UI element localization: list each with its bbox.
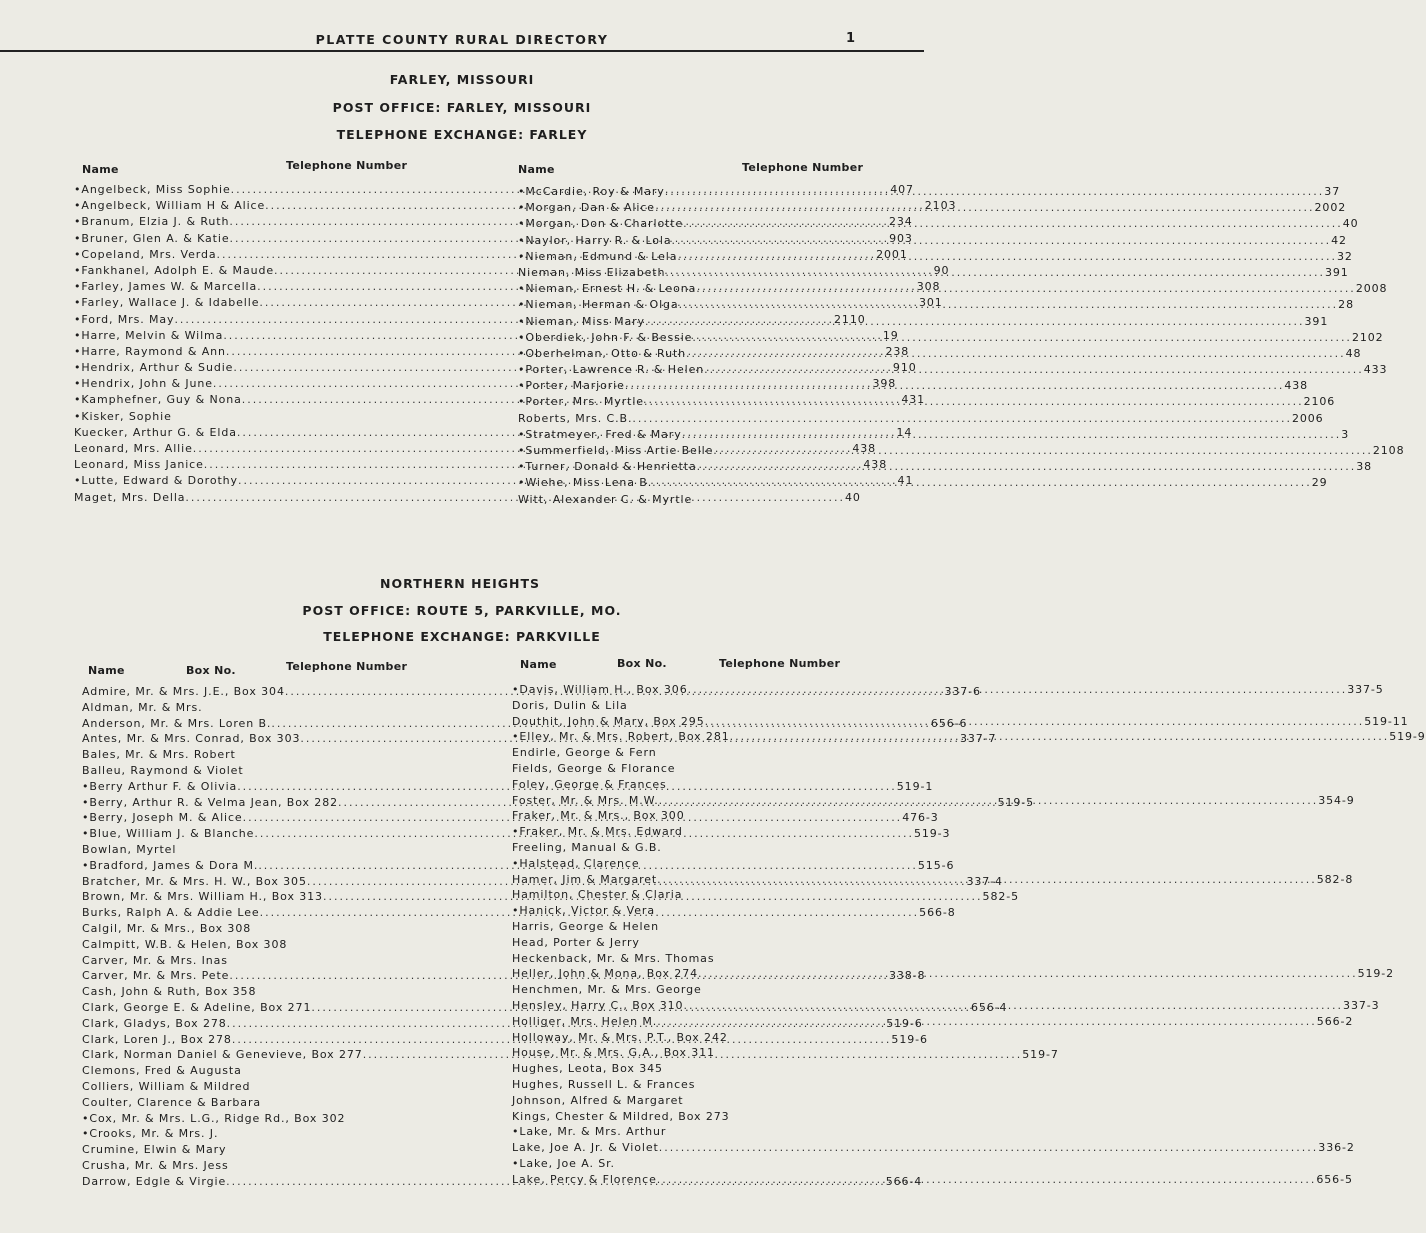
entry-telephone: 910 [892, 361, 917, 375]
entry-telephone: 519-9 [1389, 730, 1426, 744]
dot-leader [652, 475, 1312, 491]
dot-leader [685, 808, 864, 824]
directory-entry [512, 951, 864, 967]
entry-name: •Harre, Melvin & Wilma [74, 328, 224, 342]
dot-leader [242, 1063, 404, 1079]
dot-leader [203, 700, 405, 716]
entry-telephone: 337-3 [1343, 998, 1380, 1012]
entry-telephone: 3 [1341, 427, 1350, 441]
directory-entry [512, 808, 864, 824]
farley-right-header-name: Name [518, 163, 555, 176]
entry-telephone: 2106 [1303, 395, 1336, 409]
entry-telephone: 338-8 [888, 969, 926, 983]
entry-name: •Nieman, Ernest H. & Leona [518, 282, 697, 296]
entry-telephone: 2103 [924, 199, 957, 213]
entry-telephone: 566-8 [919, 906, 956, 920]
entry-name: •Nieman, Miss Mary [518, 314, 645, 328]
entry-telephone: 431 [901, 393, 926, 407]
directory-entry [82, 747, 404, 763]
entry-name: Clemons, Fred & Augusta [82, 1064, 242, 1078]
entry-name: Balleu, Raymond & Violet [82, 763, 244, 777]
northern-left-header-name: Name [88, 664, 125, 677]
dot-leader [679, 297, 1339, 313]
entry-telephone: 519-6 [891, 1032, 928, 1046]
dot-leader [615, 1156, 864, 1172]
entry-name: Crusha, Mr. & Mrs. Jess [82, 1158, 229, 1172]
directory-entry [512, 1030, 864, 1046]
entry-telephone: 566-2 [1316, 1014, 1354, 1028]
directory-entry [82, 984, 404, 1000]
dot-leader [625, 378, 1285, 394]
entry-telephone: 391 [1324, 265, 1349, 279]
entry-name: •Morgan, Dan & Alice [518, 201, 655, 215]
dot-leader [218, 1126, 404, 1142]
directory-entry [518, 411, 1324, 427]
entry-name: Endirle, George & Fern [512, 746, 657, 760]
section-title-northern-heights: NORTHERN HEIGHTS [379, 576, 541, 591]
entry-telephone: 438 [1284, 379, 1309, 393]
entry-name: •Angelbeck, William H & Alice [74, 199, 266, 213]
directory-entry [82, 700, 404, 716]
entry-name: Foster, Mr. & Mrs. M.W. [512, 793, 659, 807]
entry-telephone: 337-6 [944, 685, 981, 698]
entry-name: Holliger, Mrs. Helen M. [512, 1014, 658, 1028]
dot-leader [251, 921, 404, 937]
entry-telephone: 2006 [1291, 411, 1324, 425]
entry-telephone: 2002 [1314, 201, 1347, 215]
entry-name: Nieman, Miss Elizabeth [518, 265, 666, 279]
directory-entry [82, 1158, 404, 1174]
dot-leader [644, 394, 1304, 410]
northern-right-header-name: Name [520, 658, 557, 671]
dot-leader [657, 872, 1317, 888]
entry-telephone: 2108 [1372, 444, 1405, 457]
entry-name: •Oberhelman, Otto & Ruth [518, 346, 687, 360]
entry-name: Henchmen, Mr. & Mrs. George [512, 983, 702, 997]
directory-entry [82, 1079, 404, 1095]
farley-post-office: POST OFFICE: FARLEY, MISSOURI [332, 100, 592, 115]
directory-entry [82, 1063, 404, 1079]
entry-telephone: 38 [1356, 460, 1373, 474]
entry-name: Maget, Mrs. Della [74, 490, 186, 504]
dot-leader [244, 763, 404, 779]
entry-telephone: 656-4 [970, 1000, 1008, 1014]
entry-name: Hamilton, Chester & Claria [512, 888, 683, 902]
entry-telephone: 391 [1304, 314, 1329, 328]
dot-leader [730, 1109, 864, 1125]
entry-name: •Berry Arthur F. & Olivia [82, 779, 238, 793]
entry-telephone: 476-3 [902, 811, 939, 825]
dot-leader [666, 1124, 864, 1140]
entry-telephone: 519-11 [1364, 714, 1409, 728]
farley-left-header-tel: Telephone Number [286, 159, 408, 172]
dot-leader [728, 1030, 864, 1046]
entry-name: •Kamphefner, Guy & Nona [74, 393, 242, 407]
directory-entry [512, 919, 864, 935]
dot-leader [696, 281, 1356, 297]
entry-telephone: 354-9 [1318, 793, 1355, 807]
entry-telephone: 519-7 [1022, 1048, 1059, 1062]
dot-leader [261, 1095, 404, 1111]
dot-leader [715, 1045, 864, 1061]
entry-telephone: 40 [1342, 217, 1359, 231]
entry-name: •Hendrix, John & June [74, 377, 213, 391]
entry-telephone: 234 [888, 215, 913, 229]
entry-name: •Crooks, Mr. & Mrs. J. [82, 1127, 219, 1141]
dot-leader [683, 1093, 864, 1109]
entry-telephone: 433 [1363, 363, 1388, 377]
entry-name: Harris, George & Helen [512, 919, 659, 933]
directory-entry [512, 698, 864, 714]
directory-entry [512, 856, 864, 872]
entry-telephone: 337-7 [959, 732, 997, 746]
directory-entry [512, 840, 864, 856]
dot-leader [667, 777, 864, 793]
entry-name: Bratcher, Mr. & Mrs. H. W., Box 305 [82, 874, 307, 888]
directory-entry [512, 745, 864, 761]
entry-name: House, Mr. & Mrs. G.A., Box 311 [512, 1046, 715, 1060]
farley-right-header-tel: Telephone Number [742, 161, 864, 174]
entry-telephone: 336-2 [1318, 1141, 1355, 1155]
entry-name: Admire, Mr. & Mrs. J.E., Box 304 [82, 685, 285, 698]
dot-leader [704, 362, 1364, 378]
entry-telephone: 903 [889, 231, 913, 245]
entry-name: •Turner, Donald & Henrietta [518, 460, 697, 474]
entry-name: •Ford, Mrs. May [74, 312, 175, 326]
directory-entry [512, 777, 864, 793]
entry-name: •Berry, Arthur R. & Velma Jean, Box 282 [82, 795, 339, 809]
entry-name: Foley, George & Frances [512, 777, 667, 791]
dot-leader [657, 1172, 1317, 1188]
entry-name: Doris, Dulin & Lila [512, 698, 628, 712]
entry-name: Lake, Percy & Florence [512, 1172, 657, 1186]
farley-telephone-exchange: TELEPHONE EXCHANGE: FARLEY [336, 127, 588, 142]
entry-name: Johnson, Alfred & Margaret [512, 1093, 684, 1107]
entry-telephone: 238 [885, 344, 910, 358]
entry-name: •Morgan, Don & Charlotte [518, 217, 684, 231]
entry-name: Coulter, Clarence & Barbara [82, 1095, 262, 1109]
dot-leader [730, 729, 1390, 745]
entry-name: •Oberdiek, John F. & Bessie [518, 330, 693, 344]
entry-name: Fraker, Mr. & Mrs., Box 300 [512, 809, 685, 823]
northern-telephone-exchange: TELEPHONE EXCHANGE: PARKVILLE [323, 629, 601, 644]
entry-name: Bowlan, Myrtel [82, 842, 177, 856]
entry-name: Calmpitt, W.B. & Helen, Box 308 [82, 937, 288, 951]
entry-telephone: 519-2 [1357, 967, 1395, 981]
directory-entry [512, 1156, 864, 1172]
entry-name: Darrow, Edgle & Virgie [82, 1174, 227, 1188]
section-title-farley: FARLEY, MISSOURI [389, 72, 535, 87]
directory-entry [512, 982, 864, 998]
entry-name: Anderson, Mr. & Mrs. Loren B. [82, 716, 272, 730]
entry-name: Clark, George E. & Adeline, Box 271 [82, 1000, 312, 1014]
dot-leader [688, 682, 1348, 698]
entry-name: •Stratmeyer, Fred & Mary [518, 427, 682, 441]
entry-telephone: 2102 [1351, 330, 1384, 344]
dot-leader [640, 856, 865, 872]
entry-name: •Fraker, Mr. & Mrs. Edward [512, 825, 683, 839]
entry-name: Hensley, Harry C., Box 310 [512, 998, 684, 1012]
entry-name: •Angelbeck, Miss Sophie [74, 183, 231, 196]
entry-name: Calgil, Mr. & Mrs., Box 308 [82, 921, 252, 935]
entry-name: •Blue, William J. & Blanche [82, 827, 255, 841]
entry-name: Heller, John & Mona, Box 274 [512, 967, 698, 981]
entry-name: Antes, Mr. & Mrs. Conrad, Box 303 [82, 732, 301, 746]
entry-telephone: 519-3 [913, 827, 951, 841]
dot-leader [692, 330, 1352, 346]
entry-name: Witt, Alexander C. & Myrtle [518, 492, 693, 506]
entry-name: Roberts, Mrs. C.B. [518, 411, 633, 425]
entry-telephone: 32 [1337, 249, 1353, 263]
entry-telephone: 28 [1338, 298, 1354, 312]
entry-name: •Bradford, James & Dora M. [82, 858, 259, 872]
entry-name: Clark, Gladys, Box 278 [82, 1016, 227, 1030]
farley-left-header-name: Name [82, 163, 119, 176]
entry-telephone: 438 [863, 458, 888, 472]
dot-leader [250, 1079, 404, 1095]
entry-name: Crumine, Elwin & Mary [82, 1143, 227, 1157]
dot-leader [655, 200, 1315, 216]
entry-name: •Hendrix, Arthur & Sudie [74, 361, 234, 375]
entry-telephone: 337-5 [1347, 683, 1384, 696]
entry-telephone: 14 [896, 425, 913, 439]
entry-telephone: 40 [845, 490, 861, 504]
entry-name: •Berry, Joseph M. & Alice [82, 811, 243, 825]
northern-right-header-box: Box No. [617, 657, 667, 670]
entry-telephone: 41 [897, 474, 914, 488]
entry-telephone: 90 [933, 263, 950, 277]
page-number: 1 [846, 31, 856, 46]
entry-name: Cash, John & Ruth, Box 358 [82, 985, 257, 999]
entry-name: •Porter, Lawrence R. & Helen [518, 363, 705, 377]
directory-entry [512, 1124, 864, 1140]
directory-entry [512, 824, 864, 840]
dot-leader [705, 714, 1365, 730]
entry-name: Head, Porter & Jerry [512, 935, 640, 949]
dot-leader [345, 1111, 404, 1127]
entry-name: Carver, Mr. & Mrs. Pete [82, 969, 230, 983]
directory-entry [82, 1111, 404, 1127]
directory-entry [512, 1109, 864, 1125]
entry-telephone: 2110 [834, 312, 866, 326]
dot-leader [683, 824, 864, 840]
entry-name: •Nieman, Edmund & Lela [518, 249, 678, 263]
entry-name: •Kisker, Sophie [74, 409, 172, 423]
directory-entry [82, 937, 404, 953]
directory-entry [512, 1093, 864, 1109]
entry-telephone: 48 [1345, 346, 1362, 360]
dot-leader [236, 747, 404, 763]
entry-name: Colliers, William & Mildred [82, 1079, 251, 1093]
dot-leader [698, 966, 1358, 982]
directory-entry [82, 921, 404, 937]
directory-entry [512, 1061, 864, 1077]
dot-leader [228, 953, 404, 969]
directory-entry [512, 1140, 1355, 1156]
entry-name: •Porter, Mrs. Myrtle [518, 395, 644, 409]
northern-post-office: POST OFFICE: ROUTE 5, PARKVILLE, MO. [302, 603, 622, 618]
dot-leader [172, 409, 406, 425]
directory-entry [74, 409, 406, 425]
directory-entry [82, 1095, 404, 1111]
entry-name: •Branum, Elzia J. & Ruth [74, 215, 230, 229]
entry-name: Bales, Mr. & Mrs. Robert [82, 748, 236, 762]
entry-telephone: 42 [1331, 233, 1347, 247]
northern-left-header-box: Box No. [186, 664, 236, 677]
entry-telephone: 407 [890, 183, 914, 196]
entry-name: •Halstead, Clarence [512, 856, 640, 870]
entry-name: •Porter, Marjorie [518, 379, 625, 393]
entry-telephone: 519-6 [886, 1016, 923, 1030]
dot-leader [665, 265, 1325, 281]
entry-name: Freeling, Manual & G.B. [512, 840, 662, 854]
dot-leader [655, 903, 864, 919]
entry-name: •Elley, Mr. & Mrs. Robert, Box 281 [512, 730, 730, 744]
directory-entry [82, 1142, 404, 1158]
entry-name: Leonard, Mrs. Allie [74, 442, 193, 455]
dot-leader [665, 184, 1325, 200]
entry-telephone: 566-4 [885, 1174, 923, 1188]
dot-leader [683, 998, 1343, 1014]
entry-telephone: 582-5 [982, 890, 1020, 904]
directory-entry [518, 314, 1329, 330]
entry-name: Leonard, Miss Janice [74, 458, 204, 472]
entry-name: •Lake, Mr. & Mrs. Arthur [512, 1125, 667, 1139]
entry-telephone: 519-5 [997, 795, 1035, 809]
entry-telephone: 438 [852, 442, 877, 455]
entry-telephone: 301 [918, 296, 943, 310]
dot-leader [677, 249, 1337, 265]
entry-telephone: 515-6 [917, 858, 955, 872]
entry-telephone: 398 [872, 377, 897, 391]
dot-leader [287, 937, 404, 953]
dot-leader [229, 1158, 404, 1174]
entry-telephone: 337-4 [966, 874, 1003, 888]
directory-entry [82, 763, 404, 779]
directory-entry [512, 761, 864, 777]
dot-leader [226, 1142, 404, 1158]
dot-leader [659, 1140, 1319, 1156]
northern-left-header-tel: Telephone Number [286, 660, 408, 673]
entry-name: •Lutte, Edward & Dorothy [74, 474, 238, 488]
dot-leader [683, 216, 1343, 232]
entry-name: Douthit, John & Mary, Box 295 [512, 714, 705, 728]
entry-telephone: 37 [1324, 185, 1341, 198]
entry-telephone: 2001 [876, 247, 908, 261]
dot-leader [713, 443, 1373, 459]
directory-entry [82, 953, 404, 969]
dot-leader [256, 984, 404, 1000]
directory-entry [512, 1045, 864, 1061]
entry-telephone: 519-1 [896, 779, 934, 793]
directory-entry [518, 492, 860, 508]
dot-leader [675, 761, 864, 777]
entry-telephone: 308 [916, 280, 941, 294]
dot-leader [702, 982, 864, 998]
entry-name: •Summerfield, Miss Artie Belle [518, 444, 714, 457]
dot-leader [659, 919, 864, 935]
entry-name: Heckenback, Mr. & Mrs. Thomas [512, 951, 715, 965]
entry-name: •Lake, Joe A. Sr. [512, 1156, 615, 1170]
dot-leader [645, 314, 1305, 330]
entry-name: Clark, Loren J., Box 278 [82, 1032, 232, 1046]
dot-leader [640, 935, 864, 951]
dot-leader [692, 492, 860, 508]
entry-name: Hamer, Jim & Margaret [512, 872, 658, 886]
entry-telephone: 656-5 [1316, 1172, 1353, 1186]
entry-name: Hughes, Russell L. & Frances [512, 1077, 696, 1091]
entry-telephone: 29 [1311, 476, 1328, 490]
directory-entry [512, 1077, 864, 1093]
northern-right-header-tel: Telephone Number [719, 657, 841, 670]
dot-leader [682, 427, 1342, 443]
dot-leader [659, 793, 1319, 809]
entry-telephone: 656-6 [930, 716, 968, 730]
entry-telephone: 582-8 [1316, 872, 1354, 886]
entry-name: •Wiehe, Miss Lena B. [518, 476, 653, 490]
entry-name: •Copeland, Mrs. Verda [74, 247, 217, 261]
entry-telephone: 19 [882, 328, 899, 342]
entry-name: •Farley, Wallace J. & Idabelle [74, 296, 260, 310]
dot-leader [657, 745, 864, 761]
entry-name: •Cox, Mr. & Mrs. L.G., Ridge Rd., Box 302 [82, 1111, 346, 1125]
dot-leader [663, 1061, 864, 1077]
dot-leader [657, 1014, 1317, 1030]
header-title: PLATTE COUNTY RURAL DIRECTORY [315, 32, 609, 47]
entry-name: Fields, George & Florance [512, 761, 676, 775]
entry-name: •Farley, James W. & Marcella [74, 280, 258, 294]
dot-leader [672, 233, 1332, 249]
header-rule [0, 50, 924, 52]
entry-name: •Harre, Raymond & Ann [74, 344, 226, 358]
entry-name: Aldman, Mr. & Mrs. [82, 700, 203, 714]
entry-name: Kuecker, Arthur G. & Elda [74, 425, 237, 439]
dot-leader [695, 1077, 864, 1093]
entry-name: Kings, Chester & Mildred, Box 273 [512, 1109, 730, 1123]
dot-leader [628, 698, 864, 714]
entry-name: Brown, Mr. & Mrs. William H., Box 313 [82, 890, 323, 904]
directory-entry [512, 903, 864, 919]
entry-name: •Davis, William H., Box 306 [512, 683, 688, 696]
dot-leader [686, 346, 1346, 362]
dot-leader [697, 459, 1357, 475]
dot-leader [682, 887, 864, 903]
entry-name: •Fankhanel, Adolph E. & Maude [74, 263, 275, 277]
entry-name: •Nieman, Herman & Olga [518, 298, 679, 312]
dot-leader [662, 840, 864, 856]
entry-name: •Bruner, Glen A. & Katie [74, 231, 230, 245]
entry-name: •McCardie, Roy & Mary [518, 185, 665, 198]
entry-name: Hughes, Leota, Box 345 [512, 1062, 663, 1076]
dot-leader [632, 411, 1292, 427]
directory-entry [512, 935, 864, 951]
entry-name: Lake, Joe A. Jr. & Violet [512, 1141, 659, 1155]
directory-entry [82, 842, 404, 858]
entry-name: •Naylor, Harry R. & Lola [518, 233, 672, 247]
dot-leader [176, 842, 404, 858]
dot-leader [714, 951, 864, 967]
entry-name: Burks, Ralph A. & Addie Lee [82, 906, 260, 920]
entry-name: Clark, Norman Daniel & Genevieve, Box 277 [82, 1048, 363, 1062]
directory-entry [82, 1126, 404, 1142]
entry-name: •Hanick, Victor & Vera [512, 904, 655, 918]
entry-name: Carver, Mr. & Mrs. Inas [82, 953, 228, 967]
directory-entry [512, 887, 864, 903]
entry-name: Holloway, Mr. & Mrs. P.T., Box 242 [512, 1030, 728, 1044]
entry-telephone: 2008 [1355, 282, 1388, 296]
